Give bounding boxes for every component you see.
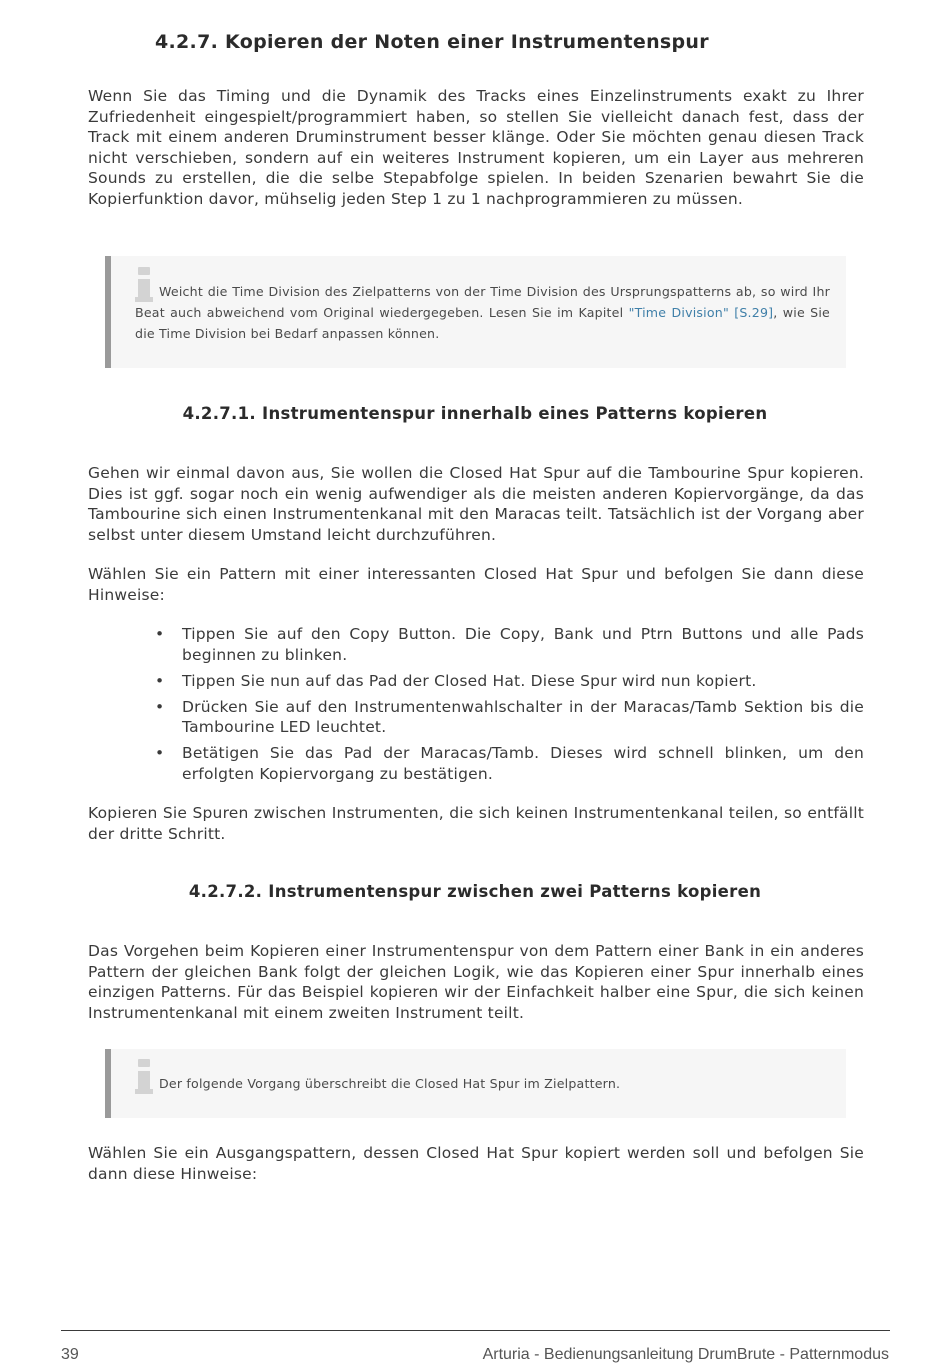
list-item: • Tippen Sie nun auf das Pad der Closed Hat. Diese Spur wird nun kopiert.	[155, 671, 757, 690]
info-note-time-division	[105, 256, 846, 368]
bullet-icon: •	[155, 744, 165, 763]
intro-paragraph: Wenn Sie das Timing und die Dynamik des Tracks eines Einzelinstruments exakt zu Ihrer Zufriedenheit eingespielt/programmiert haben, so stellen Sie vielleicht danach fest, dass der Track mit einem anderen Druminstrument besser klänge. Oder Sie möchten genau diesen Track nicht verschieben, sondern auf ein weiteres Instrument kopieren, um ein Layer aus mehreren Sounds zu erstellen, die die selbe Stepabfolge spielen. In beiden Szenarien bewahrt Sie die Kopierfunktion davor, mühselig jeden Step 1 zu 1 nachprogrammieren zu müssen.	[88, 87, 864, 208]
sub1-paragraph-3: Kopieren Sie Spuren zwischen Instrumenten, die sich keinen Instrumentenkanal teilen, so entfällt der dritte Schritt.	[88, 804, 864, 843]
list-item: • Drücken Sie auf den Instrumentenwahlschalter in der Maracas/Tamb Sektion bis die Tambourine LED leuchtet.	[155, 697, 864, 737]
sub1-paragraph-2: Wählen Sie ein Pattern mit einer interessanten Closed Hat Spur und befolgen Sie dann diese Hinweise:	[88, 565, 864, 604]
list-item: • Tippen Sie auf den Copy Button. Die Copy, Bank und Ptrn Buttons und alle Pads beginnen zu blinken.	[155, 625, 864, 664]
note-overwrite-text: Der folgende Vorgang überschreibt die Closed Hat Spur im Zielpattern.	[159, 1076, 621, 1091]
footer-title: Arturia - Bedienungsanleitung DrumBrute - Patternmodus	[482, 1346, 889, 1363]
info-note-overwrite	[105, 1049, 846, 1118]
footer-divider	[61, 1330, 890, 1331]
subsection-heading-1: 4.2.7.1. Instrumentenspur innerhalb eines Patterns kopieren	[182, 404, 768, 423]
sub2-paragraph-2: Wählen Sie ein Ausgangspattern, dessen Closed Hat Spur kopiert werden soll und befolgen Sie dann diese Hinweise:	[88, 1144, 864, 1183]
sub1-paragraph-1: Gehen wir einmal davon aus, Sie wollen die Closed Hat Spur auf die Tambourine Spur kopieren. Dies ist ggf. sogar noch ein wenig aufwendiger als die meisten anderen Kopiervorgänge, da das Tambourine sich einen Instrumentenkanal mit den Maracas teilt. Tatsächlich ist der Vorgang aber selbst unter diesem Umstand leicht durchzuführen.	[88, 464, 864, 544]
note-text	[135, 1073, 830, 1094]
bullet-icon: •	[155, 625, 165, 643]
steps-list	[155, 624, 864, 790]
sub2-paragraph-1: Das Vorgehen beim Kopieren einer Instrumentenspur von dem Pattern einer Bank in ein anderes Pattern der gleichen Bank folgt der gleichen Logik, wie das Kopieren einer Spur innerhalb eines einzigen Patterns. Für das Beispiel kopieren wir der Einfachkeit halber eine Spur, die sich keinen Instrumentenkanal mit einem zweiten Instrument teilt.	[88, 942, 864, 1022]
note-text-before: Weicht die Time Division des Zielpatterns von der Time Division des Ursprungspatterns ab, so wird Ihr Beat auch abweichend vom Original wiedergegeben. Lesen Sie im Kapitel	[135, 284, 830, 320]
section-heading: 4.2.7. Kopieren der Noten einer Instrumentenspur	[155, 31, 709, 53]
note-text	[135, 281, 830, 344]
bullet-icon: •	[155, 697, 165, 716]
time-division-link[interactable]: "Time Division" [S.29]	[628, 305, 774, 320]
bullet-icon: •	[155, 671, 165, 690]
subsection-heading-2: 4.2.7.2. Instrumentenspur zwischen zwei Patterns kopieren	[188, 882, 762, 901]
list-item: • Betätigen Sie das Pad der Maracas/Tamb. Dieses wird schnell blinken, um den erfolgten Kopiervorgang zu bestätigen.	[155, 744, 864, 784]
note-text-after: , wie Sie die Time Division bei Bedarf anpassen können.	[135, 305, 830, 341]
page-number: 39	[61, 1346, 79, 1363]
